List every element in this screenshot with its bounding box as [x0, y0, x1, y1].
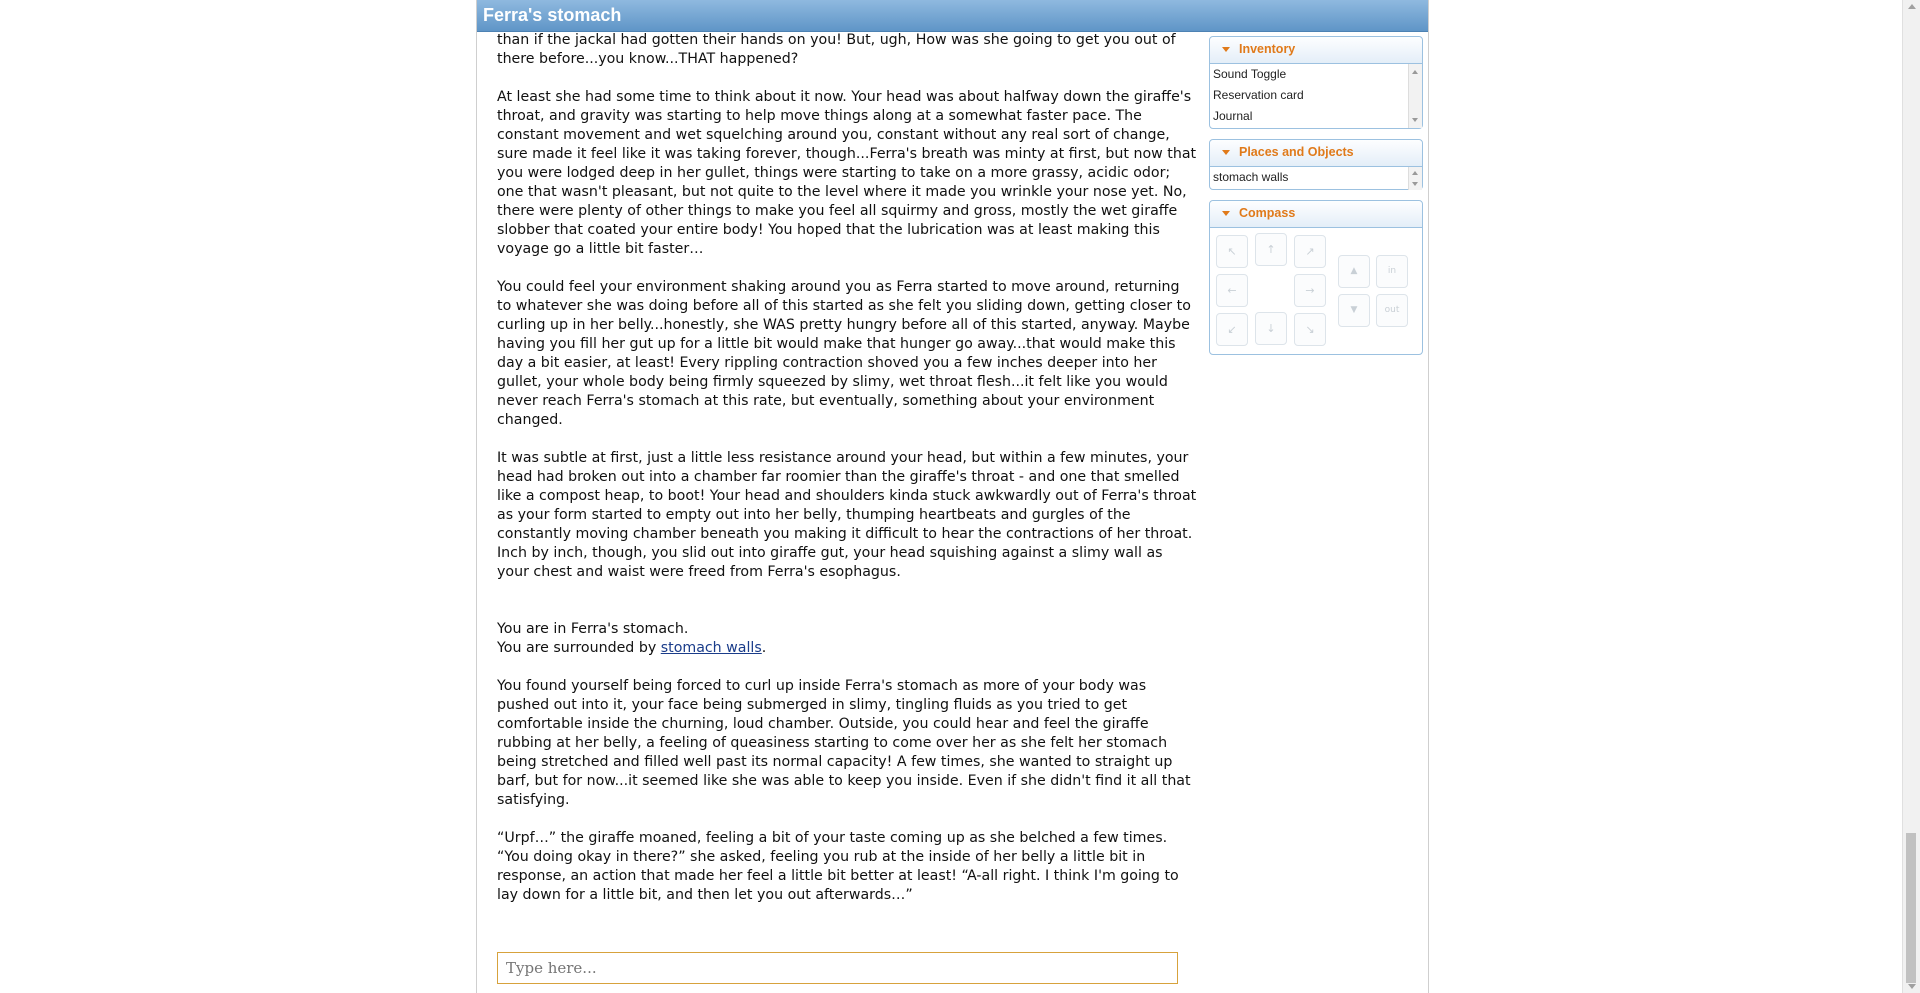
scroll-up-icon[interactable] [1412, 70, 1418, 74]
northeast-arrow-icon[interactable]: ↗ [1294, 235, 1326, 268]
southeast-arrow-icon[interactable]: ↘ [1294, 313, 1326, 346]
north-arrow-icon[interactable]: ↑ [1255, 233, 1287, 266]
scroll-down-icon[interactable] [1412, 182, 1418, 186]
location-title-bar [477, 0, 1428, 32]
inventory-item[interactable]: Sound Toggle [1213, 67, 1287, 81]
inventory-item[interactable]: Reservation card [1213, 88, 1304, 102]
command-input[interactable] [498, 953, 1177, 983]
southwest-arrow-icon[interactable]: ↙ [1216, 313, 1248, 346]
places-list [1210, 167, 1422, 190]
west-arrow-icon[interactable]: ← [1216, 274, 1248, 307]
location-description [497, 620, 1197, 658]
collapse-arrow-icon[interactable] [1222, 150, 1230, 155]
south-arrow-icon[interactable]: ↓ [1255, 312, 1287, 345]
places-scrollbar[interactable] [1408, 167, 1422, 190]
location-title: Ferra's stomach [483, 5, 622, 25]
northwest-arrow-icon[interactable]: ↖ [1216, 235, 1248, 268]
compass-label: Compass [1239, 206, 1296, 220]
story-paragraph-5: You found yourself being forced to curl up inside Ferra's stomach as more of your body was pushed out into it, your face being submerged in slimy, tingling fluids as you tried to get comfortable inside the churning, loud chamber. Outside, you could hear and feel the giraffe rubbing at her belly, a feeling of queasiness starting to come over her as she felt her stomach being stretched and filled well past its normal capacity! A few times, she wanted to straight up barf, but for now...it seemed like she was able to keep you inside. Even if she didn't find it all that satisfying. [497, 678, 1191, 808]
up-arrow-icon[interactable]: ▲ [1338, 255, 1370, 288]
inventory-list [1210, 64, 1422, 128]
scroll-up-icon[interactable] [1412, 171, 1418, 175]
places-item[interactable]: stomach walls [1213, 170, 1289, 184]
stomach-walls-link[interactable]: stomach walls [660, 640, 762, 656]
game-container [476, 0, 1429, 993]
places-header[interactable] [1210, 140, 1422, 167]
out-button[interactable]: out [1376, 294, 1408, 327]
surrounded-suffix: . [761, 640, 767, 656]
story-paragraph-3: You could feel your environment shaking around you as Ferra started to move around, returning to whatever she was doing before all of this started as she felt you sliding down, getting closer to curling up in her belly...honestly, she WAS pretty hungry before all of this started, anyway. Maybe having you fill her gut up for a little bit would make that hunger go away...that would make this day a bit easier, at least! Every rippling contraction shoved you a few inches deeper into her gullet, your whole body being firmly squeezed by slimy, wet throat flesh...it felt like you would never reach Ferra's stomach at this rate, but eventually, something about your environment changed. [497, 279, 1191, 428]
collapse-arrow-icon[interactable] [1222, 47, 1230, 52]
story-paragraph-2: At least she had some time to think about it now. Your head was about halfway down the giraffe's throat, and gravity was starting to help move things along at a somewhat faster pace. The constant movement and wet squelching around you, constant without any real sort of change, sure made it feel like it was taking forever, though...Ferra's breath was minty at first, but now that you were lodged deep in her gullet, things were starting to take on a more grassy, acidic odor; one that wasn't pleasant, but not quite to the level where it made you wrinkle your nose yet. No, there were plenty of other things to make you feel all squirmy and gross, mostly the wet giraffe slobber that coated your entire body! You hoped that the lubrication was at least making this voyage go a little bit faster… [497, 89, 1197, 257]
inventory-item[interactable]: Journal [1213, 109, 1253, 123]
places-objects-pane [1209, 139, 1423, 190]
story-paragraph-4: It was subtle at first, just a little less resistance around your head, but within a few minutes, your head had broken out into a chamber far roomier than the giraffe's throat - and one that smelled like a compost heap, to boot! Your head and shoulders kinda stuck awkwardly out of Ferra's throat as your form started to empty out into her belly, thumping heartbeats and gurgles of the constantly moving chamber beneath you making it difficult to hear the contractions of her throat. Inch by inch, though, you slid out into giraffe gut, your head squishing against a slimy wall as your chest and waist were freed from Ferra's esophagus. [497, 450, 1197, 580]
inventory-header[interactable] [1210, 37, 1422, 64]
story-paragraph-1: than if the jackal had gotten their hands on you! But, ugh, How was she going to get you out of there before...you know...THAT happened? [497, 32, 1176, 67]
location-line: You are in Ferra's stomach. [497, 621, 689, 637]
compass-header[interactable] [1210, 201, 1422, 228]
inventory-pane [1209, 36, 1423, 129]
places-label: Places and Objects [1239, 145, 1354, 159]
story-paragraph-6: “Urpf…” the giraffe moaned, feeling a bit of your taste coming up as she belched a few times. “You doing okay in there?” she asked, feeling you rub at the inside of her belly a little bit in response, an action that made her feel a little bit better at least! “A-all right. I think I'm going to lay down for a little bit, and then let you out afterwards…” [497, 830, 1179, 903]
scroll-down-icon[interactable] [1908, 984, 1916, 989]
compass-body [1210, 228, 1422, 364]
story-output [497, 31, 1197, 901]
scroll-up-icon[interactable] [1908, 4, 1916, 9]
down-arrow-icon[interactable]: ▼ [1338, 294, 1370, 327]
east-arrow-icon[interactable]: → [1294, 274, 1326, 307]
command-box [497, 952, 1178, 984]
surrounded-prefix: You are surrounded by [497, 640, 661, 656]
spacer [497, 601, 1197, 620]
compass-pane [1209, 200, 1423, 355]
in-button[interactable]: in [1376, 255, 1408, 288]
scrollbar-thumb[interactable] [1906, 833, 1916, 983]
inventory-scrollbar[interactable] [1408, 64, 1422, 128]
collapse-arrow-icon[interactable] [1222, 211, 1230, 216]
inventory-label: Inventory [1239, 42, 1296, 56]
page-scrollbar[interactable] [1902, 0, 1920, 993]
scroll-down-icon[interactable] [1412, 118, 1418, 122]
